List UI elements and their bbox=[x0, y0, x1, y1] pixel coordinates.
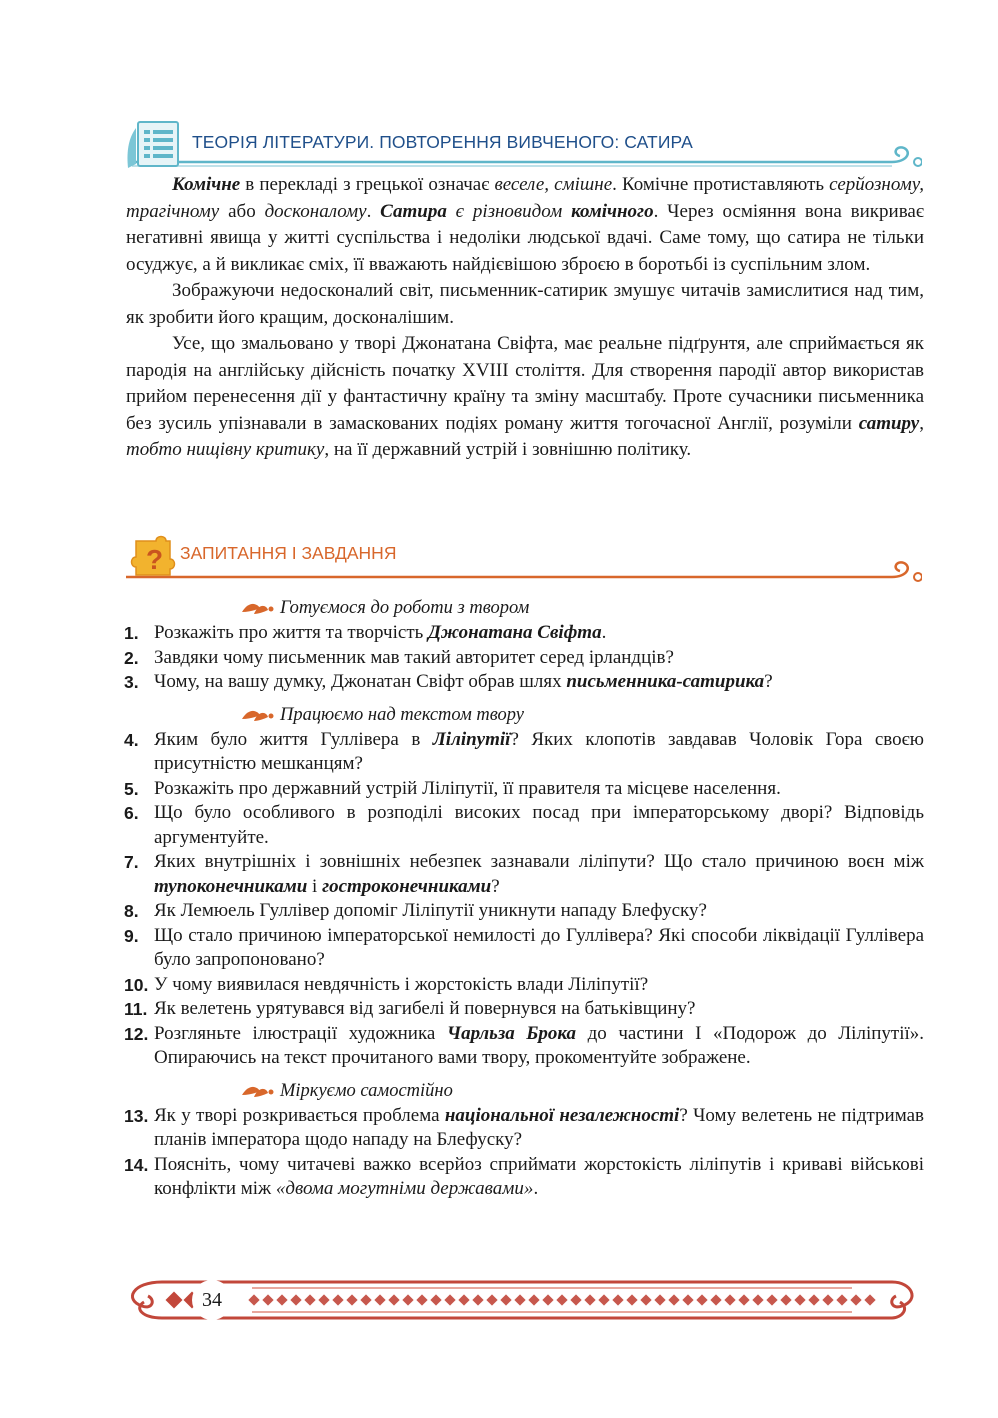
leaf-bullet-icon bbox=[240, 1083, 274, 1099]
theory-title: ТЕОРІЯ ЛІТЕРАТУРИ. ПОВТОРЕННЯ ВИВЧЕНОГО: САТИРА bbox=[192, 132, 693, 152]
question-number: 8. bbox=[124, 901, 139, 921]
text-span: Поясніть, чому читачеві важко всерйоз сприймати жорстокість ліліпутів і криваві військові конфлікти між bbox=[154, 1153, 924, 1199]
text-span: Чому, на вашу думку, Джонатан Свіфт обрав шлях bbox=[154, 671, 567, 692]
text-span: серйозному, трагічному bbox=[126, 174, 924, 222]
text-span: . bbox=[533, 1178, 539, 1199]
text-span: У чому виявилася невдячність і жорстокість влади Ліліпутії? bbox=[154, 973, 649, 995]
footer-ornament bbox=[122, 1272, 922, 1328]
question-number: 10. bbox=[124, 974, 149, 995]
puzzle-question-icon bbox=[132, 537, 175, 576]
text-span: або bbox=[219, 200, 265, 222]
theory-paragraph-2: Зображуючи недосконалий світ, письменник-сатирик змушує читачів замислитися над тим, як зробити його кращим, досконалішим. bbox=[126, 280, 924, 328]
section-heading-prepare bbox=[240, 596, 924, 621]
leaf-bullet-icon bbox=[240, 600, 274, 616]
question-number: 13. bbox=[124, 1105, 149, 1126]
text-span: досконалому bbox=[264, 200, 367, 222]
leaf-bullet-icon bbox=[240, 707, 274, 723]
text-span: . Комічне протиставляють bbox=[612, 174, 830, 195]
question-item bbox=[124, 621, 924, 646]
question-number: 5. bbox=[124, 778, 139, 799]
text-span: національної незалежності bbox=[444, 1104, 680, 1126]
text-span: і bbox=[307, 875, 323, 897]
question-item bbox=[124, 997, 924, 1022]
book-page-icon bbox=[127, 122, 178, 168]
text-span: Яких внутрішніх і зовнішніх небезпек зазнавали ліліпути? Що стало причиною воєн між bbox=[154, 851, 924, 872]
text-span: до частини I «Подорож до Ліліпутії». Опираючись на текст прочитаного вами твору, прокоментуйте зображене. bbox=[154, 1022, 925, 1068]
theory-paragraph-3 bbox=[126, 331, 924, 464]
text-span: ? Чому велетень не підтримав планів імператора щодо нападу на Блефуску? bbox=[154, 1104, 924, 1150]
question-item bbox=[124, 801, 924, 850]
questions-title: ЗАПИТАННЯ І ЗАВДАННЯ bbox=[180, 543, 397, 563]
question-item bbox=[124, 924, 924, 973]
question-item bbox=[124, 646, 924, 671]
question-item bbox=[124, 777, 924, 802]
term-satire: Сатира bbox=[380, 200, 447, 222]
text-span: Джонатана Свіфта bbox=[428, 622, 602, 643]
theory-body bbox=[126, 172, 924, 464]
text-span: гостроконечниками bbox=[322, 875, 492, 897]
question-number: 7. bbox=[124, 852, 139, 872]
section-heading-text-work bbox=[240, 703, 924, 728]
text-span: «двома могутніми державами» bbox=[275, 1178, 534, 1199]
section-title: Міркуємо самостійно bbox=[280, 1080, 453, 1101]
question-item bbox=[124, 1153, 924, 1202]
text-span: Розкажіть про державний устрій Ліліпутії, її правителя та місцеве населення. bbox=[154, 777, 781, 799]
svg-text:?: ? bbox=[146, 544, 164, 575]
text-span: Розгляньте ілюстрації художника bbox=[154, 1022, 447, 1044]
text-span: Ліліпутії bbox=[432, 728, 511, 750]
term-comic-genitive: комічного bbox=[571, 200, 654, 222]
question-number: 1. bbox=[124, 623, 139, 643]
question-number: 11. bbox=[124, 999, 148, 1019]
question-number: 6. bbox=[124, 803, 139, 823]
text-span: є різновидом bbox=[446, 200, 572, 222]
question-number: 4. bbox=[124, 729, 139, 750]
text-span: Що стало причиною імператорської немилості до Гуллівера? Які способи ліквідації Гуллівера було запропоновано? bbox=[154, 924, 924, 970]
questions-header bbox=[122, 533, 922, 585]
text-span: письменника-сатирика bbox=[566, 671, 765, 692]
question-item bbox=[124, 899, 924, 924]
theory-header bbox=[122, 118, 922, 174]
text-span: тобто нищівну критику bbox=[126, 439, 325, 460]
question-item bbox=[124, 1022, 924, 1071]
text-span: Як Лемюель Гуллівер допоміг Ліліпутії уникнути нападу Блефуску? bbox=[154, 900, 707, 921]
text-span: в перекладі з грецької означає bbox=[240, 174, 495, 195]
text-span: тупоконечниками bbox=[154, 875, 308, 897]
text-span: . bbox=[366, 200, 381, 222]
text-span: Розкажіть про життя та творчість bbox=[154, 622, 429, 643]
question-item bbox=[124, 728, 924, 777]
question-item bbox=[124, 1104, 924, 1153]
text-span: ? Яких клопотів завдавав Чоловік Гора своєю присутністю мешканцям? bbox=[154, 728, 924, 774]
question-number: 2. bbox=[124, 647, 139, 668]
text-span: , на її державний устрій і зовнішню політику. bbox=[324, 439, 692, 460]
text-span: . Через осміяння вона викриває негативні явища у житті суспільства і недоліки людської вдачі. Саме тому, що сатира не тільки осуджує, а й викликає сміх, її вважають найдієвішою зброєю в боротьбі із суспільним злом. bbox=[126, 200, 925, 275]
question-item bbox=[124, 850, 924, 899]
theory-paragraph-1 bbox=[126, 172, 924, 278]
text-span: веселе, смішне bbox=[494, 174, 613, 195]
questions-list bbox=[124, 596, 924, 1202]
question-item bbox=[124, 973, 924, 998]
text-span: Яким було життя Гуллівера в bbox=[154, 728, 433, 750]
text-span: Завдяки чому письменник мав такий авторитет серед ірландців? bbox=[154, 646, 674, 668]
question-number: 9. bbox=[124, 925, 139, 946]
section-heading-think bbox=[240, 1079, 924, 1104]
question-number: 12. bbox=[124, 1023, 149, 1044]
text-span: Як у творі розкривається проблема bbox=[154, 1104, 445, 1126]
text-span: , bbox=[919, 412, 924, 434]
text-span: ? bbox=[491, 875, 500, 897]
page-number: 34 bbox=[192, 1280, 232, 1320]
text-span: Що було особливого в розподілі високих посад при імператорському дворі? Відповідь аргументуйте. bbox=[154, 802, 924, 848]
term-comic: Комічне bbox=[172, 174, 241, 195]
text-span: Чарльза Брока bbox=[446, 1022, 577, 1044]
text-span: ? bbox=[764, 671, 773, 692]
question-number: 3. bbox=[124, 672, 139, 692]
section-title: Працюємо над текстом твору bbox=[280, 704, 524, 725]
term-satire-accusative: сатиру bbox=[858, 412, 920, 434]
question-item bbox=[124, 670, 924, 695]
text-span: Як велетень урятувався від загибелі й повернувся на батьківщину? bbox=[154, 998, 696, 1019]
question-number: 14. bbox=[124, 1154, 149, 1175]
embroidery-border bbox=[122, 1272, 922, 1328]
text-span: Усе, що змальовано у творі Джонатана Свіфта, має реальне підґрунтя, але сприймається як пародія на англійську дійсність початку XVIII століття. Для створення пародії автор використав прийом перенесення дії у фантастичну країну та зміну масштабу. Проте сучасники письменника без зусиль упізнавали в замаскованих подіях роману життя тогочасної Англії, розуміли bbox=[126, 333, 924, 434]
section-title: Готуємося до роботи з твором bbox=[280, 598, 530, 618]
text-span: . bbox=[601, 622, 607, 643]
